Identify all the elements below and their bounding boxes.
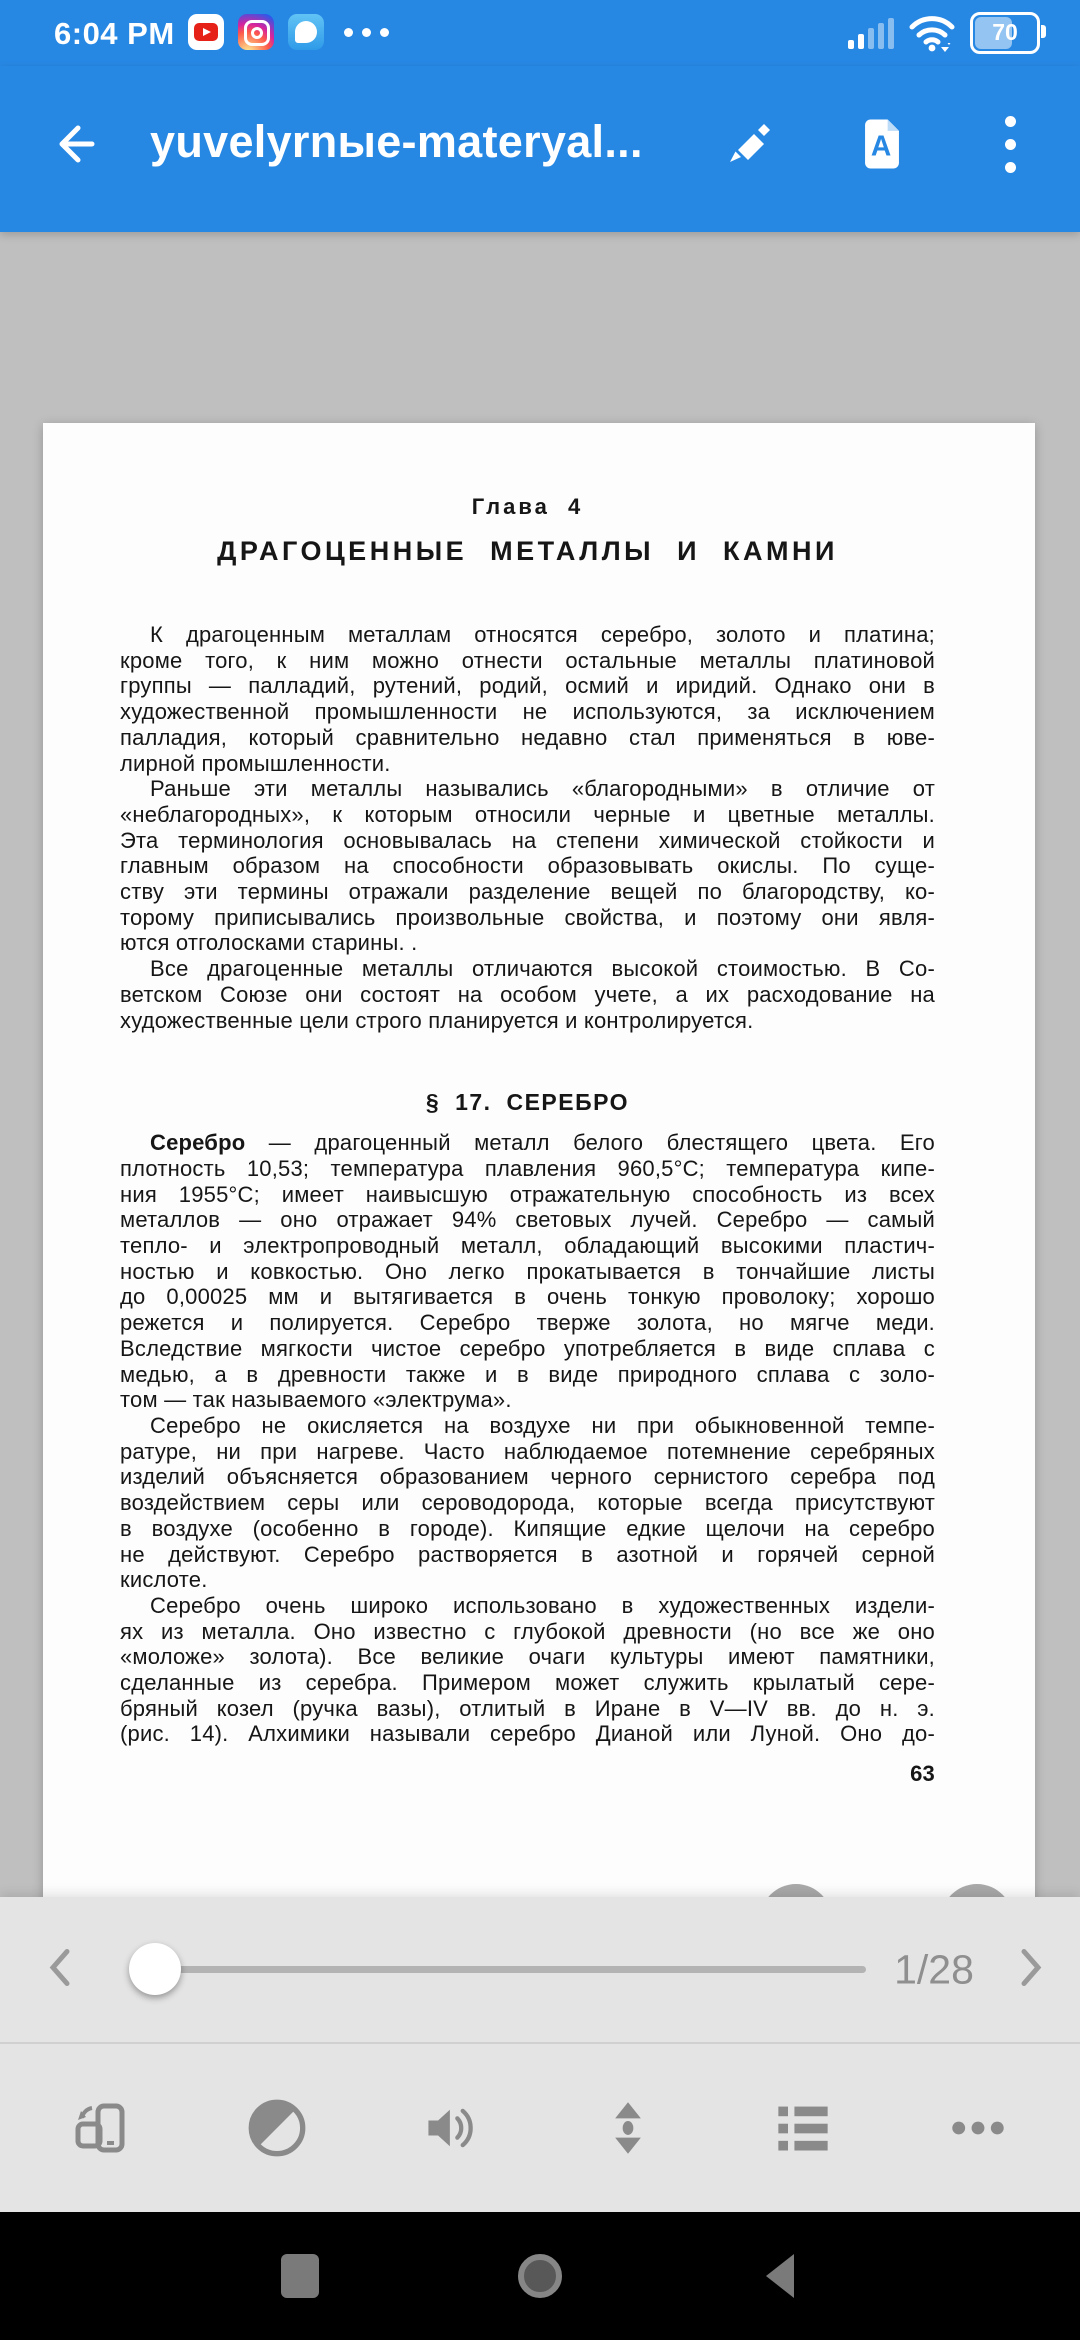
messenger-icon [288,14,324,50]
text-line: изделий объясняется образованием черного сернистого серебра под [120,1464,935,1490]
rotate-screen-icon [72,2098,132,2158]
paragraph-p4 [120,1130,935,1413]
chevron-left-icon [47,1945,73,1989]
text-line: кислоте. [120,1567,208,1593]
text-line: ются отголосками старины. . [120,930,418,956]
youtube-icon [188,14,224,50]
page-slider-track[interactable] [150,1966,866,1973]
clock: 6:04 PM [54,16,175,51]
text-line: в воздухе (особенно в городе). Кипящие едкие щелочи на серебро [120,1515,935,1541]
paragraph-p6 [120,1593,935,1747]
previous-page-button[interactable] [47,1945,73,1994]
paragraph-p1 [120,622,935,776]
text-line: бряный козел (ручка вазы), отлитый в Иране в V—IV вв. до н. э. [120,1695,935,1721]
printed-page-number: 63 [910,1761,935,1787]
text-line: металлов — оно отражает 94% световых лучей. Серебро — самый [120,1207,935,1233]
text-line: сделанные из серебра. Примером может служить крылатый сере- [120,1670,935,1696]
text-line: тепло- и электропроводный металл, обладающий высокими пластич- [120,1233,935,1259]
text-line: ях из металла. Оно известно с глубокой древности (но все же оно [120,1618,935,1644]
text-line: лирной промышленности. [120,750,391,776]
back-arrow-icon [48,116,104,172]
cellular-signal-icon [848,17,894,49]
more-dots-icon [948,2098,1008,2158]
paragraph-p3 [120,956,935,1033]
text-line: плотность 10,53; температура плавления 960,5°С; температура кипе- [120,1155,935,1181]
text-line: до 0,00025 мм и вытягивается в очень тонкую проволоку; хорошо [120,1284,935,1310]
text-line: К драгоценным металлам относятся серебро, золото и платина; [150,622,935,647]
battery-icon [970,12,1040,54]
text-line: художественной промышленности не используются, за исключением [120,699,935,725]
read-aloud-button[interactable] [417,2093,487,2163]
contrast-icon [247,2098,307,2158]
next-page-button[interactable] [1018,1945,1044,1994]
battery-percent: 70 [992,19,1018,45]
more-button[interactable] [943,2093,1013,2163]
scroll-mode-button[interactable] [593,2093,663,2163]
speaker-icon [422,2098,482,2158]
status-bar [0,0,1080,66]
text-line: Раньше эти металлы назывались «благородными» в отличие от [150,776,935,802]
text-line: Серебро очень широко использовано в художественных издели- [150,1592,935,1618]
android-nav-bar [0,2212,1080,2340]
text-line: художественные цели строго планируется и контролируется. [120,1007,754,1033]
pencil-icon [720,116,776,172]
text-line: «моложе» золота). Все великие очаги культуры имеют памятники, [120,1644,935,1670]
text-line: том — так называемого «электрума». [120,1387,512,1413]
home-icon [518,2254,562,2298]
paragraph-p5 [120,1413,935,1593]
notification-icons [188,14,389,50]
overflow-menu-button[interactable] [974,108,1046,180]
text-line: воздействием серы или сероводорода, которые всегда присутствуют [120,1490,935,1516]
vertical-scroll-icon [598,2098,658,2158]
page-slider-thumb[interactable] [129,1943,181,1995]
svg-text:A: A [870,129,892,162]
recents-icon [281,2254,319,2298]
text-line: торому приписывались произвольные свойства, и поэтому они явля- [120,904,935,930]
read-aloud-document-button[interactable] [846,108,918,180]
page-content [120,423,935,1787]
text-line: палладия, который сравнительно недавно стал применяться в юве- [120,724,935,750]
text-line: кроме того, к ним можно отнести остальные металлы платиновой [120,647,935,673]
rotate-screen-button[interactable] [67,2093,137,2163]
text-line: (рис. 14). Алхимики называли серебро Дианой или Луной. Оно до- [120,1721,935,1747]
text-line: ству эти термины отражали разделение вещей по благородству, ко- [120,879,935,905]
more-notifications-icon [344,28,389,37]
text-line: ностью и ковкостью. Оно легко прокатывается в тончайшие листы [120,1258,935,1284]
text-line: «неблагородных», к которым относили черные и цветные металлы. [120,801,935,827]
back-button[interactable] [40,108,112,180]
edit-button[interactable] [712,108,784,180]
text-line: ветском Союзе они состоят на особом учете, а их расходование на [120,981,935,1007]
paragraph-p2 [120,776,935,956]
text-line: медью, а в древности также и в виде природного сплава с золо- [120,1361,935,1387]
document-a-icon [850,112,914,176]
section-heading-sec: § 17. СЕРЕБРО [425,1089,630,1116]
reader-toolbar [0,2042,1080,2212]
page-indicator: 1/28 [894,1946,974,1992]
text-line: главным образом на способности образовывать окислы. По суще- [120,853,935,879]
wifi-icon [908,13,956,53]
text-line: Серебро не окисляется на воздухе ни при обыкновенной темпе- [150,1412,935,1438]
text-line: Вследствие мягкости чистое серебро употребляется в виде сплава с [120,1335,935,1361]
home-button[interactable] [505,2241,575,2311]
page-slider-panel [0,1897,1080,2042]
chevron-right-icon [1018,1945,1044,1989]
back-triangle-icon [766,2254,794,2298]
chapter-label-label: Глава 4 [471,494,584,519]
text-line: ния 1955°С; имеет наивысшую отражательную способность из всех [120,1181,935,1207]
contrast-button[interactable] [242,2093,312,2163]
chapter-title-title: ДРАГОЦЕННЫЕ МЕТАЛЛЫ И КАМНИ [217,536,838,566]
app-bar [0,66,1080,232]
list-icon [773,2098,833,2158]
document-page[interactable] [43,423,1035,2042]
instagram-icon [238,14,274,50]
kebab-icon [1005,116,1016,173]
contents-button[interactable] [768,2093,838,2163]
text-line: Серебро — драгоценный металл белого блестящего цвета. Его [150,1130,935,1156]
text-line: ратуре, ни при нагреве. Часто наблюдаемое потемнение серебряных [120,1438,935,1464]
android-back-button[interactable] [745,2241,815,2311]
text-line: не действуют. Серебро растворяется в азотной и горячей серной [120,1541,935,1567]
text-line: группы — палладий, рутений, родий, осмий и иридий. Однако они в [120,673,935,699]
text-line: Эта терминология основывалась на степени химической стойкости и [120,827,935,853]
text-line: Все драгоценные металлы отличаются высокой стоимостью. В Со- [150,956,935,982]
text-line: режется и полируется. Серебро тверже золота, но мягче меди. [120,1310,935,1336]
document-title: yuvelyrnые-materyal... [150,116,643,167]
recents-button[interactable] [265,2241,335,2311]
